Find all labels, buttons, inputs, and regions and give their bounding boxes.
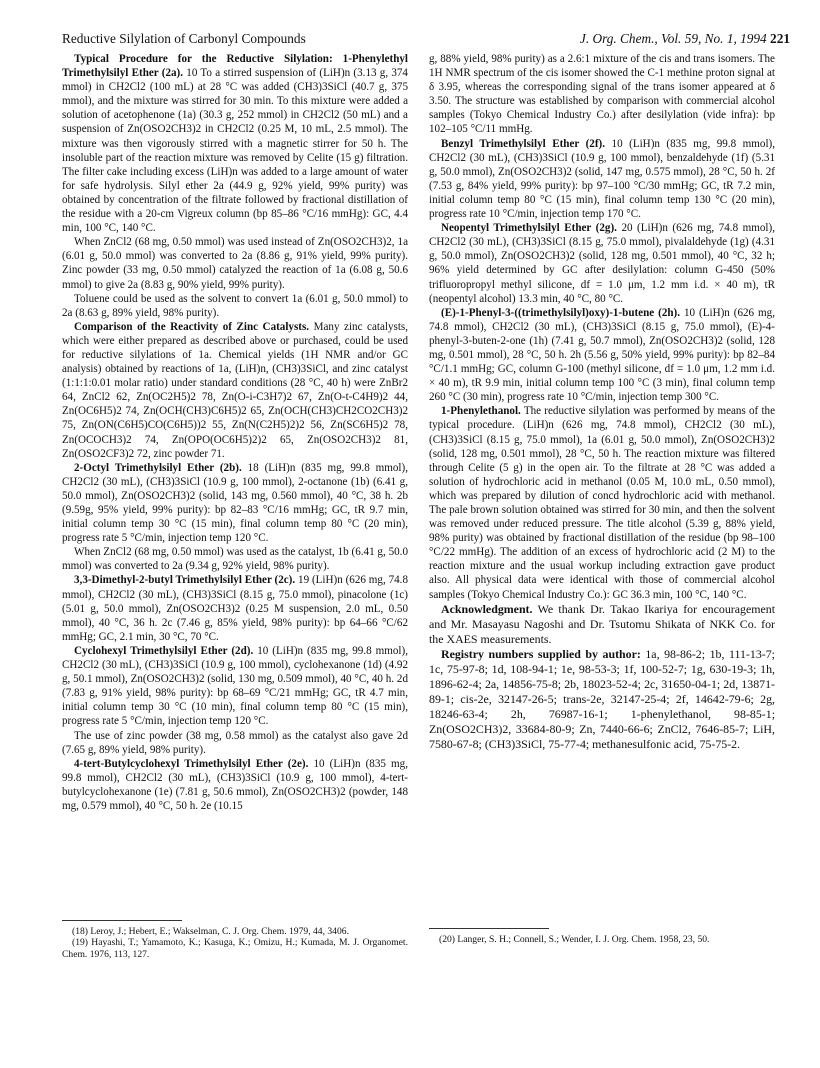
paragraph-text: g, 88% yield, 98% purity) as a 2.6:1 mixture of the cis and trans isomers. The 1H NMR spectrum of the cis isomer showed the C-1 methine proton signal at δ 3.95, whereas the corresponding signal of the trans isomer appeared at δ 3.50. The structure was established by comparison with commercial alcohol samples (Tokyo Chemical Industry Co.) after desilylation (vide infra): bp 102–105 °C/11 mmHg. <box>429 53 775 136</box>
paragraph-text: 18 (LiH)n (835 mg, 99.8 mmol), CH2Cl2 (30 mL), (CH3)3SiCl (10.9 g, 100 mmol), 2-octanone (1b) (6.41 g, 50.0 mmol), Zn(OSO2CH3)2 (solid, 143 mg, 0.560 mmol), 40 °C, 38 h. 2b (9.59g, 95% yield, 99% purity): bp 82–83 °C/16 mmHg; GC, tR 9.7 min, initial column temp 30 °C (15 min), final column temp 80 °C (20 min), progress rate 5 °C/min, injection temp 120 °C. <box>62 461 408 545</box>
paragraph-text: 10 To a stirred suspension of (LiH)n (3.13 g, 374 mmol) in CH2Cl2 (100 mL) at 28 °C was added (CH3)3SiCl (40.7 g, 375 mmol), and the mixture was stirred for 30 min. To this mixture were added a solution of acetophenone (1a) (30.3 g, 252 mmol) in CH2Cl2 (50 mL) and a suspension of Zn(OSO2CH3)2 in CH2Cl2 (0.25 M, 10 mL, 2.5 mmol). The mixture was then vigorously stirred with a magnetic stirrer for 50 h. The insoluble part of the reaction mixture was removed by Celite (15 g) filtration. The filter cake including excess (LiH)n was added to a large amount of water for safe hydrolysis. Silyl ether 2a (44.9 g, 92% yield, 99% purity) was obtained by concentration of the filtrate followed by fractional distillation of the residue with a 20-cm Vigreux column (bp 85–86 °C/16 mmHg): GC, 4.4 min, 100 °C, 140 °C. <box>62 67 408 235</box>
paragraph-text: When ZnCl2 (68 mg, 0.50 mmol) was used instead of Zn(OSO2CH3)2, 1a (6.01 g, 50.0 mmol) was converted to 2a (8.86 g, 91% yield, 99% purity). Zinc powder (33 mg, 0.50 mmol) catalyzed the reaction of 1a (6.08 g, 50.6 mmol) to give 2a (8.83 g, 90% yield, 99% purity). <box>62 236 408 291</box>
paragraph-heading: 3,3-Dimethyl-2-butyl Trimethylsilyl Ether (2c). <box>74 574 296 587</box>
journal-name: J. Org. Chem., <box>579 31 658 46</box>
paragraph <box>62 52 408 235</box>
acknowledgment-heading: Acknowledgment. <box>441 601 533 616</box>
acknowledgment-text: We thank Dr. Takao Ikariya for encouragement and Mr. Masayasu Nagoshi and Dr. Tsutomu Shikata of NKK Co. for the XAES measurements. <box>429 601 775 646</box>
journal-volume: Vol. 59, No. 1, 1994 <box>661 31 767 46</box>
paragraph-heading: (E)-1-Phenyl-3-((trimethylsilyl)oxy)-1-butene (2h). <box>441 306 681 319</box>
paragraph-text: The reductive silylation was performed by means of the typical procedure. (LiH)n (626 mg, 74.8 mmol), CH2Cl2 (30 mL), (CH3)3SiCl (8.15 g, 75.0 mmol), 1a (6.01 g, 50.0 mmol), Zn(OSO2CH3)2 (solid, 128 mg, 0.501 mmol), 28 °C, 50 h. The reaction mixture was filtered through Celite (5 g) in the open air. To the filtrate at 28 °C was added a solution of hydrochloric acid in methanol (0.05 M, 10.0 mL, 0.50 mmol), which was prepared by dilution of concd hydrochloric acid with methanol. The pale brown solution obtained was stirred for 30 min, and then the solvent was removed under reduced pressure. The title alcohol (5.39 g, 88% yield, 98% purity) was obtained by fractional distillation of the residue (bp 98–100 °C/22 mmHg). The addition of an excess of hydrochloric acid (2 M) to the reaction mixture and the usual workup including extraction gave product also. All physical data were identical with those of commercial alcohol samples (Tokyo Chemical Industry Co.): GC 36.3 min, 100 °C, 140 °C. <box>429 405 775 601</box>
paragraph-text: 20 (LiH)n (626 mg, 74.8 mmol), CH2Cl2 (30 mL), (CH3)3SiCl (8.15 g, 75.0 mmol), pivalaldehyde (1g) (4.31 g, 50.0 mmol), Zn(OSO2CH3)2 (solid, 128 mg, 0.501 mmol), 40 °C, 32 h; 96% yield determined by GC after desilylation: column G-450 (50% trifluoropropyl methyl silicone, df = 1.0 μm, 1.2 mm i.d. × 40 m), tR (neopentyl alcohol) 13.3 min, 40 °C, 80 °C. <box>429 222 775 305</box>
paragraph-text: 10 (LiH)n (835 mg, 99.8 mmol), CH2Cl2 (30 mL), (CH3)3SiCl (10.9 g, 100 mmol), 4-tert-butylcyclohexanone (1e) (7.81 g, 50.6 mmol), Zn(OSO2CH3)2 (powder, 148 mg, 0.579 mmol), 40 °C, 50 h. 2e (10.15 <box>62 757 408 812</box>
paragraph <box>62 235 408 291</box>
footnote: (20) Langer, S. H.; Connell, S.; Wender, I. J. Org. Chem. 1958, 23, 50. <box>439 934 710 945</box>
paragraph <box>429 404 775 601</box>
acknowledgment <box>429 602 775 647</box>
paragraph-text: When ZnCl2 (68 mg, 0.50 mmol) was used as the catalyst, 1b (6.41 g, 50.0 mmol) was converted to 2a (9.34 g, 92% yield, 98% purity). <box>62 546 408 573</box>
footnote-rule-left <box>62 920 182 921</box>
footnote: (19) Hayashi, T.; Yamamoto, K.; Kasuga, K.; Omizu, H.; Kumada, M. J. Organomet. Chem. 1976, 113, 127. <box>62 937 408 960</box>
paragraph-text: The use of zinc powder (38 mg, 0.58 mmol) as the catalyst also gave 2d (7.65 g, 89% yield, 98% purity). <box>62 729 408 756</box>
paragraph-heading: Neopentyl Trimethylsilyl Ether (2g). <box>441 222 617 235</box>
paragraph-text: Toluene could be used as the solvent to convert 1a (6.01 g, 50.0 mmol) to 2a (8.63 g, 89% yield, 98% purity). <box>62 292 408 319</box>
paragraph <box>62 545 408 573</box>
running-title: Reductive Silylation of Carbonyl Compounds <box>62 31 306 46</box>
paragraph <box>62 320 408 461</box>
footnotes-left <box>62 926 408 960</box>
paragraph <box>62 292 408 320</box>
journal-citation <box>580 31 790 47</box>
paragraph-heading: Benzyl Trimethylsilyl Ether (2f). <box>441 137 606 150</box>
paragraph <box>62 461 408 546</box>
footnote: (18) Leroy, J.; Hebert, E.; Wakselman, C. J. Org. Chem. 1979, 44, 3406. <box>72 926 349 937</box>
footnote-rule-right <box>429 928 549 929</box>
right-column-paragraphs <box>429 52 775 602</box>
paragraph <box>429 137 775 222</box>
paragraph <box>429 306 775 405</box>
paragraph <box>62 573 408 643</box>
paragraph-text: 10 (LiH)n (835 mg, 99.8 mmol), CH2Cl2 (30 mL), (CH3)3SiCl (10.9 g, 100 mmol), benzaldehyde (1f) (5.31 g, 50.0 mmol), Zn(OSO2CH3)2 (solid, 147 mg, 0.575 mmol), 28 °C, 50 h. 2f (7.53 g, 84% yield, 99% purity): bp 97–100 °C/30 mmHg; GC, tR 7.2 min, initial column temp 80 °C (15 min), final column temp 130 °C (20 min), progress rate 10 °C/min, injection temp 170 °C. <box>429 137 775 221</box>
paragraph <box>62 757 408 813</box>
paragraph-heading: Typical Procedure for the Reductive Silylation: 1-Phenylethyl Trimethylsilyl Ether (2a). <box>62 53 408 80</box>
paragraph-text: Many zinc catalysts, which were either prepared as described above or purchased, could be used for reductive silylations of 1a. Chemical yields (1H NMR and/or GC analysis) obtained by reactions of 1a, (LiH)n, (CH3)3SiCl, and zinc catalyst (1:1:1:0.01 molar ratio) under standard conditions (28 °C, 40 h) were ZnBr2 64, ZnCl2 62, Zn(OC2H5)2 78, Zn(O-i-C3H7)2 67, Zn(O-t-C4H9)2 44, Zn(OC6H5)2 74, Zn(OCH(CH3)C6H5)2 65, Zn(OCH(CH3)CH2CO2CH3)2 75, Zn(ON(C6H5)CO(C6H5))2 55, Zn(N(C2H5)2)2 56, Zn(SC6H5)2 78, Zn(OCOCH3)2 74, Zn(OPO(OC6H5)2)2 65, Zn(OSO2CH3)2 81, Zn(OSO2CF3)2 72, zinc powder 71. <box>62 320 408 460</box>
paragraph-text: 19 (LiH)n (626 mg, 74.8 mmol), CH2Cl2 (30 mL), (CH3)3SiCl (8.15 g, 75.0 mmol), pinacolone (1c) (5.01 g, 50.0 mmol), Zn(OSO2CH3)2 (0.25 M suspension, 2.0 mL, 0.50 mmol), 40 °C, 36 h. 2c (7.46 g, 85% yield, 98% purity): bp 64–66 °C/62 mmHg; GC, 2.1 min, 30 °C, 70 °C. <box>62 574 408 643</box>
page-number: 221 <box>770 31 790 46</box>
left-column <box>62 52 408 813</box>
paragraph <box>429 52 775 137</box>
paragraph-heading: 2-Octyl Trimethylsilyl Ether (2b). <box>74 461 242 474</box>
paragraph-heading: Cyclohexyl Trimethylsilyl Ether (2d). <box>74 644 254 657</box>
paragraph-text: 10 (LiH)n (626 mg, 74.8 mmol), CH2Cl2 (30 mL), (CH3)3SiCl (8.15 g, 75.0 mmol), (E)-4-phenyl-3-buten-2-one (1h) (7.41 g, 50.7 mmol), Zn(OSO2CH3)2 (solid, 128 mg, 0.501 mmol), 28 °C, 50 h. 2h (5.56 g, 50% yield, 99% purity): bp 82–84 °C/1.1 mmHg; GC, column G-100 (methyl silicone, df = 1.0 μm, 1.2 mm i.d. × 40 m), tR 9.9 min, initial column temp 100 °C (3 min), final column temp 260 °C (30 min), progress rate 10 °C/min, injection temp 300 °C. <box>429 306 775 404</box>
page-header <box>62 31 790 47</box>
right-column <box>429 52 775 752</box>
paragraph <box>62 644 408 729</box>
paragraph-heading: Comparison of the Reactivity of Zinc Catalysts. <box>74 320 310 333</box>
footnotes-right <box>429 934 775 945</box>
paragraph-heading: 4-tert-Butylcyclohexyl Trimethylsilyl Ether (2e). <box>74 757 309 770</box>
paragraph <box>429 221 775 306</box>
paragraph-text: 10 (LiH)n (835 mg, 99.8 mmol), CH2Cl2 (30 mL), (CH3)3SiCl (10.9 g, 100 mmol), cyclohexanone (1d) (4.92 g, 50.1 mmol), Zn(OSO2CH3)2 (solid, 130 mg, 0.509 mmol), 40 °C, 40 h. 2d (7.83 g, 91% yield, 98% purity): bp 68–69 °C/21 mmHg; GC, tR 4.7 min, initial column temp 30 °C (10 min), final column temp 80 °C (15 min), progress rate 5 °C/min, injection temp 120 °C. <box>62 644 408 728</box>
registry-numbers <box>429 647 775 752</box>
paragraph <box>62 729 408 757</box>
paragraph-heading: 1-Phenylethanol. <box>441 405 521 418</box>
registry-heading: Registry numbers supplied by author: <box>441 646 641 661</box>
registry-text: 1a, 98-86-2; 1b, 111-13-7; 1c, 75-97-8; 1d, 108-94-1; 1e, 98-53-3; 1f, 100-52-7; 1g, 630-19-3; 1h, 1896-62-4; 2a, 14856-75-8; 2b, 18023-52-4; 2c, 31650-04-1; 2d, 13871-89-1; cis-2e, 32147-26-5; trans-2e, 32147-25-4; 2f, 14642-79-6; 2g, 18246-63-4; 2h, 76987-16-1; 1-phenylethanol, 98-85-1; Zn(OSO2CH3)2, 33684-80-9; Zn, 7440-66-6; ZnCl2, 7646-85-7; LiH, 7580-67-8; (CH3)3SiCl, 75-77-4; methanesulfonic acid, 75-75-2. <box>429 646 775 751</box>
